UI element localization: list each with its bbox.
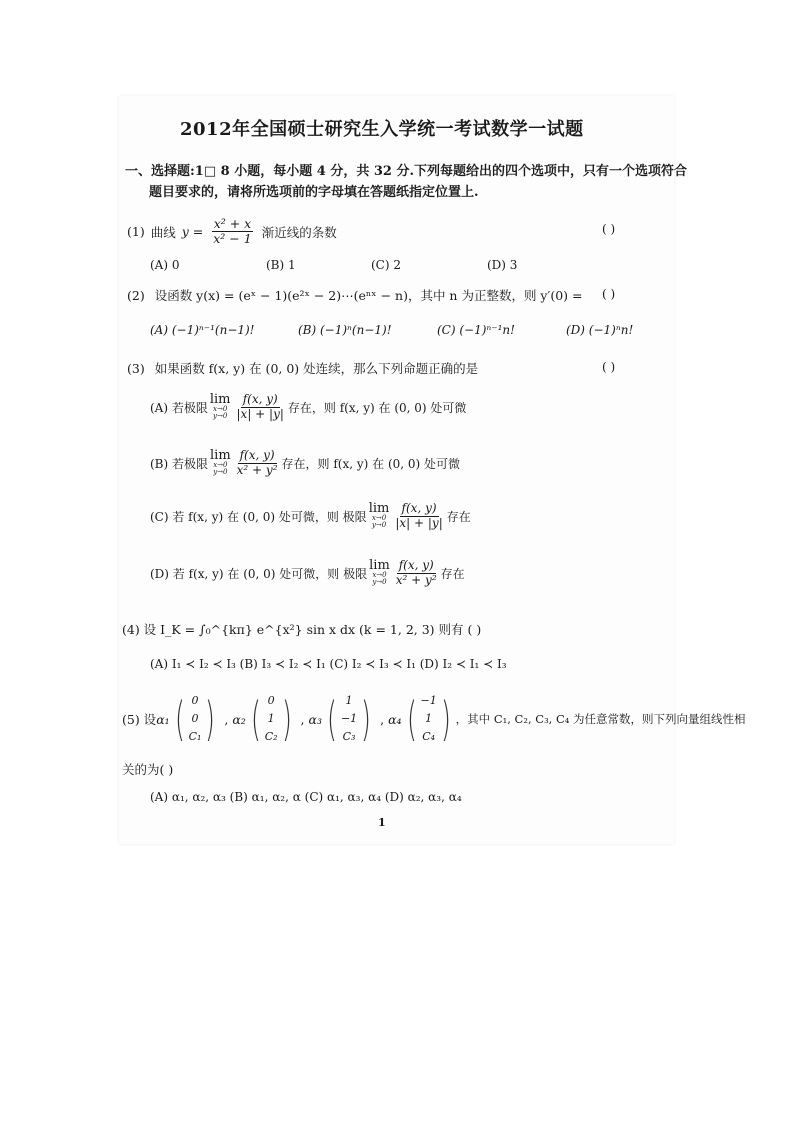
q2-text: 设函数 y(x) = (eˣ − 1)(e²ˣ − 2)⋯(eⁿˣ − n)，其中 n 为正整数，则 y′(0) = [154, 288, 583, 303]
q3-c-cond-x: x→0 [371, 514, 387, 523]
q4-options: (A) I₁ ≺ I₂ ≺ I₃ (B) I₃ ≺ I₂ ≺ I₁ (C) I₂ ≺ I₃ ≺ I₁ (D) I₂ ≺ I₁ ≺ I₃ [150, 657, 507, 671]
q5-v2-r2: 1 [267, 712, 275, 725]
q3-d-post: 存在 [440, 566, 465, 581]
q5-v3-r3: C₃ [342, 730, 356, 743]
q2-answer-blank: ( ) [602, 287, 616, 301]
q3-b-cond-y: y→0 [213, 468, 228, 477]
q5-post: ，其中 C₁, C₂, C₃, C₄ 为任意常数，则下列向量组线性相 [455, 712, 746, 726]
question-3 [127, 359, 478, 377]
section-heading-line1: 一、选择题:1□ 8 小题，每小题 4 分，共 32 分.下列每题给出的四个选项中，只有一个选项符合 [125, 164, 687, 179]
q3-d-fraction [394, 559, 439, 588]
q3-b-numerator: f(x, y) [239, 448, 275, 462]
q5-options: (A) α₁, α₂, α₃ (B) α₁, α₂, α (C) α₁, α₃, α₄ (D) α₂, α₃, α₄ [150, 790, 462, 804]
q3-c-lim [369, 503, 390, 529]
q3-b-lim-word: lim [210, 448, 231, 464]
q5-v1-r2: 0 [191, 712, 199, 725]
q1-number: (1) [127, 224, 145, 240]
q3-d-lim [369, 560, 390, 586]
q5-v1-r1: 0 [191, 694, 199, 707]
q3-b-fraction [235, 449, 280, 478]
q5-alpha4: α₄ [388, 711, 402, 727]
q5-v3-r1: 1 [345, 694, 353, 707]
q3-a-fraction [235, 393, 286, 422]
q3-d-denominator: x² + y² [395, 572, 437, 587]
q2-option-a: (A) (−1)ⁿ⁻¹(n−1)! [150, 323, 255, 337]
q5-v4-r1: −1 [420, 694, 437, 707]
q3-a-cond-x: x→0 [213, 405, 228, 414]
q1-numerator: x² + x [213, 216, 252, 231]
q5-vector-4: ( −1 1 C₄ ) [406, 692, 451, 746]
q3-a-numerator: f(x, y) [242, 392, 278, 406]
q3-c-lim-word: lim [368, 501, 390, 517]
q1-option-a: (A) 0 [150, 258, 180, 272]
q3-a-pre: (A) 若极限 [150, 400, 208, 415]
q3-a-cond-y: y→0 [213, 412, 228, 421]
q3-c-numerator: f(x, y) [401, 501, 437, 515]
page-title: 2012年全国硕士研究生入学统一考试数学一试题 [180, 119, 584, 140]
q5-v2-r3: C₂ [264, 730, 278, 743]
q5-alpha2: α₂ [232, 711, 246, 727]
q3-answer-blank: ( ) [602, 360, 616, 374]
q1-pre: 曲线 [150, 224, 176, 240]
q1-lhs: y = [181, 224, 204, 240]
q2-option-b: (B) (−1)ⁿ(n−1)! [298, 323, 392, 337]
q3-a-lim-word: lim [209, 392, 231, 408]
q3-option-d [150, 559, 465, 588]
q1-option-c: (C) 2 [371, 258, 401, 272]
question-1 [127, 217, 337, 247]
q3-c-fraction [393, 502, 444, 531]
q3-b-denominator: x² + y² [236, 462, 278, 477]
q5-line2: 关的为( ) [122, 762, 174, 777]
q5-vector-3: ( 1 −1 C₃ ) [327, 692, 372, 746]
q3-a-denominator: |x| + |y| [236, 406, 284, 421]
q5-alpha3: α₃ [308, 711, 322, 727]
q3-c-cond-y: y→0 [371, 521, 387, 530]
q1-denominator: x² − 1 [213, 231, 252, 247]
q5-pre: (5) 设 [122, 712, 157, 727]
q1-option-b: (B) 1 [266, 258, 296, 272]
q3-d-cond-x: x→0 [372, 571, 387, 580]
q3-option-b [150, 449, 460, 478]
q5-alpha1: α₁ [156, 711, 170, 727]
q5-v1-r3: C₁ [188, 730, 202, 743]
q3-a-lim [210, 394, 231, 420]
q3-text: 如果函数 f(x, y) 在 (0, 0) 处连续，那么下列命题正确的是 [154, 361, 479, 376]
question-4: (4) 设 I_K = ∫₀^{kπ} e^{x²} sin x dx (k = 1, 2, 3) 则有 ( ) [122, 622, 482, 637]
q3-c-post: 存在 [446, 509, 471, 524]
q3-c-pre: (C) 若 f(x, y) 在 (0, 0) 处可微，则 极限 [150, 509, 367, 524]
q5-vector-2: ( 0 1 C₂ ) [250, 692, 292, 746]
q1-answer-blank: ( ) [602, 222, 616, 236]
page-number: 1 [378, 816, 386, 829]
q2-option-c: (C) (−1)ⁿ⁻¹n! [437, 323, 515, 337]
q5-v4-r3: C₄ [422, 730, 436, 743]
q2-number: (2) [127, 288, 145, 303]
q3-b-lim [210, 450, 231, 476]
q3-d-pre: (D) 若 f(x, y) 在 (0, 0) 处可微，则 极限 [150, 566, 368, 581]
q2-option-d: (D) (−1)ⁿn! [566, 323, 634, 337]
q3-option-c [150, 502, 471, 531]
q3-b-post: 存在，则 f(x, y) 在 (0, 0) 处可微 [281, 456, 461, 471]
q1-fraction [211, 217, 253, 247]
q3-number: (3) [127, 361, 145, 376]
q3-d-numerator: f(x, y) [398, 558, 434, 572]
q3-option-a [150, 393, 466, 422]
q3-b-cond-x: x→0 [213, 461, 228, 470]
q3-a-post: 存在，则 f(x, y) 在 (0, 0) 处可微 [287, 400, 467, 415]
q3-b-pre: (B) 若极限 [150, 456, 208, 471]
q5-v3-r2: −1 [340, 712, 358, 725]
question-2 [127, 286, 582, 304]
question-5: (5) 设 α₁ ( 0 0 C₁ ) , α₂ ( 0 1 C₂ ) , α₃ ( 1 −1 C₃ ) , α₄ ( −1 1 C₄ ) ，其中 C₁, C₂, C₃, C₄ 为任意常数，则下列向量组线性相 [122, 692, 746, 746]
q1-post: 渐近线的条数 [261, 224, 337, 240]
q3-d-cond-y: y→0 [372, 578, 387, 587]
q3-c-denominator: |x| + |y| [395, 515, 443, 530]
q5-v4-r2: 1 [425, 712, 433, 725]
q5-vector-1: ( 0 0 C₁ ) [174, 692, 216, 746]
q5-v2-r1: 0 [267, 694, 275, 707]
q3-d-lim-word: lim [369, 558, 390, 574]
section-heading-line2: 题目要求的，请将所选项前的字母填在答题纸指定位置上. [149, 185, 479, 200]
q1-option-d: (D) 3 [487, 258, 518, 272]
